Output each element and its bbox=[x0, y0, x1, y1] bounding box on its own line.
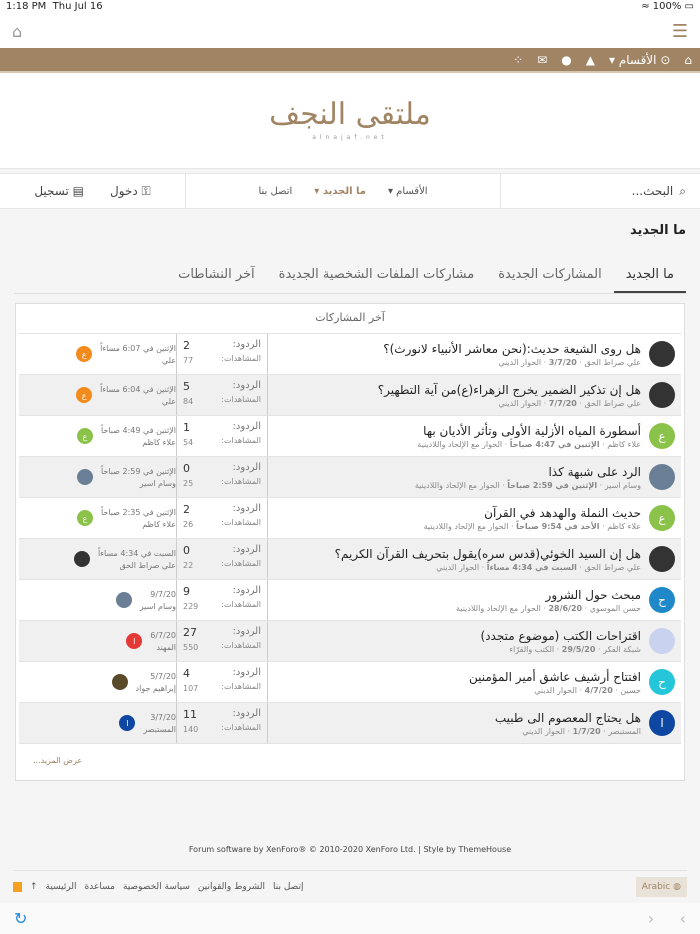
key-icon: ⚿ bbox=[141, 183, 151, 198]
replies-count: 4 bbox=[183, 667, 190, 680]
footer-terms[interactable]: الشروط والقوانين bbox=[197, 882, 266, 892]
thread-row[interactable] bbox=[19, 661, 681, 702]
thread-date: الإثنين في 2:59 صباحاً bbox=[507, 480, 598, 490]
views-count: 84 bbox=[183, 397, 194, 406]
replies-count: 11 bbox=[183, 708, 197, 721]
register-label: تسجيل bbox=[34, 184, 69, 198]
author-avatar[interactable] bbox=[649, 628, 675, 654]
nav-contact[interactable]: اتصل بنا bbox=[258, 185, 293, 197]
last-post bbox=[19, 662, 176, 702]
thread-row[interactable] bbox=[19, 579, 681, 620]
thread-author[interactable]: علي صراط الحق bbox=[584, 562, 641, 572]
loading-icon[interactable]: ⁘ bbox=[513, 52, 524, 67]
tab-whats-new[interactable]: ما الجديد bbox=[614, 258, 686, 293]
author-avatar[interactable] bbox=[649, 464, 675, 490]
views-label: المشاهدات: bbox=[221, 641, 261, 650]
views-count: 22 bbox=[183, 561, 194, 570]
copyright: Forum software by XenForo® © 2010-2020 XenForo Ltd. | Style by ThemeHouse bbox=[188, 845, 512, 854]
last-post bbox=[19, 498, 176, 538]
android-icon[interactable]: ▲ bbox=[585, 52, 595, 67]
thread-title[interactable]: أسطورة المياه الأزلية الأولى وتأثر الأديان بها bbox=[423, 423, 641, 438]
search-placeholder: البحث... bbox=[631, 184, 674, 198]
home-icon[interactable]: ⌂ bbox=[12, 21, 23, 41]
top-toolbar bbox=[0, 48, 700, 73]
thread-title[interactable]: هل إن تذكير الضمير يخرج الزهراء(ع)من آية التطهير؟ bbox=[377, 382, 641, 397]
thread-row[interactable] bbox=[19, 538, 681, 579]
views-label: المشاهدات: bbox=[221, 518, 261, 527]
last-post bbox=[19, 580, 176, 620]
replies-label: الردود: bbox=[232, 339, 261, 350]
thread-main: الرد على شبهة كذا وسام اسير · الإثنين في 2:59 صباحاً · الحوار مع الإلحاد واللادينية bbox=[268, 457, 681, 497]
thread-forum[interactable]: الكتب والقرّاء bbox=[509, 644, 555, 654]
replies-count: 27 bbox=[183, 626, 197, 639]
thread-stats bbox=[176, 703, 268, 743]
thread-date: 28/6/20 bbox=[548, 603, 583, 613]
thread-forum[interactable]: الحوار الديني bbox=[498, 398, 542, 408]
thread-author[interactable]: المستبصر bbox=[608, 726, 641, 736]
views-count: 140 bbox=[183, 725, 199, 734]
thread-main: اقتراحات الكتب (موضوع متجدد) شبكة الفكر · 29/5/20 · الكتب والقرّاء bbox=[268, 621, 681, 661]
replies-count: 0 bbox=[183, 462, 190, 475]
thread-forum[interactable]: الحوار مع الإلحاد واللادينية bbox=[455, 603, 541, 613]
thread-row[interactable] bbox=[19, 333, 681, 374]
nav-sections[interactable]: الأقسام ▾ bbox=[387, 185, 428, 197]
thread-date: 3/7/20 bbox=[548, 357, 577, 367]
last-poster-avatar[interactable]: ع bbox=[77, 428, 93, 444]
thread-author[interactable]: حسين bbox=[620, 685, 641, 695]
register-icon: ▤ bbox=[72, 184, 85, 198]
mail-icon[interactable]: ✉ bbox=[537, 52, 548, 67]
views-count: 550 bbox=[183, 643, 199, 652]
thread-main: ع حديث النملة والهدهد في القرآن علاء كاظم · الأحد في 9:54 صباحاً · الحوار مع الإلحاد واللادينية bbox=[268, 498, 681, 538]
last-post bbox=[19, 457, 176, 497]
thread-author[interactable]: علي صراط الحق bbox=[584, 357, 641, 367]
thread-main: ح افتتاح أرشيف عاشق أمير المؤمنين حسين · 4/7/20 · الحوار الديني bbox=[268, 662, 681, 702]
footer-help[interactable]: مساعدة bbox=[84, 882, 115, 892]
thread-stats bbox=[176, 457, 268, 497]
browser-topbar bbox=[0, 14, 700, 48]
thread-title[interactable]: افتتاح أرشيف عاشق أمير المؤمنين bbox=[468, 669, 641, 684]
last-poster[interactable]: وسام اسير bbox=[139, 601, 176, 611]
thread-row[interactable] bbox=[19, 415, 681, 456]
views-label: المشاهدات: bbox=[221, 682, 261, 691]
author-avatar[interactable]: ح bbox=[649, 669, 675, 695]
thread-date: 7/7/20 bbox=[548, 398, 577, 408]
last-poster-avatar[interactable] bbox=[77, 469, 93, 485]
site-logo[interactable] bbox=[0, 73, 700, 169]
thread-stats bbox=[176, 416, 268, 456]
thread-date: 1/7/20 bbox=[572, 726, 601, 736]
views-count: 25 bbox=[183, 479, 194, 488]
last-post bbox=[19, 334, 176, 374]
last-poster-avatar[interactable]: ع bbox=[76, 346, 92, 362]
thread-row[interactable] bbox=[19, 456, 681, 497]
browser-bottom-bar bbox=[0, 903, 700, 934]
thread-stats bbox=[176, 498, 268, 538]
logo-subtitle: alnajaf.net bbox=[312, 134, 388, 141]
last-poster-avatar[interactable]: ع bbox=[77, 510, 93, 526]
thread-main: ا هل يحتاج المعصوم الى طبيب المستبصر · 1/7/20 · الحوار الديني bbox=[268, 703, 681, 743]
replies-count: 9 bbox=[183, 585, 190, 598]
last-poster[interactable]: علي صراط الحق bbox=[119, 560, 176, 570]
thread-title[interactable]: اقتراحات الكتب (موضوع متجدد) bbox=[480, 628, 641, 643]
author-avatar[interactable]: ا bbox=[649, 710, 675, 736]
last-post-time[interactable]: الإثنين في 4:49 صباحاً bbox=[100, 425, 176, 435]
thread-title[interactable]: حديث النملة والهدهد في القرآن bbox=[484, 505, 641, 520]
forward-icon[interactable]: › bbox=[647, 909, 655, 928]
last-post-time[interactable]: 5/7/20 bbox=[150, 671, 176, 681]
footer-privacy[interactable]: سياسة الخصوصية bbox=[122, 882, 190, 892]
views-label: المشاهدات: bbox=[221, 559, 261, 568]
footer-home[interactable]: الرئيسية bbox=[45, 882, 77, 892]
last-post-time[interactable]: 9/7/20 bbox=[150, 589, 176, 599]
replies-count: 1 bbox=[183, 421, 190, 434]
replies-count: 0 bbox=[183, 544, 190, 557]
views-label: المشاهدات: bbox=[221, 436, 261, 445]
last-poster-avatar[interactable] bbox=[116, 592, 132, 608]
last-post-time[interactable]: الإثنين في 6:07 مساءاً bbox=[100, 343, 176, 353]
status-time: 1:18 PM bbox=[6, 1, 47, 12]
thread-main: هل إن تذكير الضمير يخرج الزهراء(ع)من آية التطهير؟ علي صراط الحق · 7/7/20 · الحوار الديني bbox=[268, 375, 681, 415]
thread-author[interactable]: حسن الموسوي bbox=[589, 603, 641, 613]
views-label: المشاهدات: bbox=[221, 477, 261, 486]
sections-menu[interactable]: ⊙ الأقسام ▾ bbox=[608, 52, 671, 67]
search-icon: ⌕ bbox=[679, 183, 686, 198]
thread-stats bbox=[176, 334, 268, 374]
nav-sections-label: الأقسام bbox=[396, 185, 428, 197]
thread-main: هل روى الشيعة حديث:(نحن معاشر الأنبياء لانورث)؟ علي صراط الحق · 3/7/20 · الحوار الديني bbox=[268, 334, 681, 374]
thread-author[interactable]: علاء كاظم bbox=[607, 521, 641, 531]
status-bar: 1:18 PM Thu Jul 16 ≈ 100% ▭ bbox=[0, 0, 700, 14]
last-poster[interactable]: علاء كاظم bbox=[142, 437, 176, 447]
thread-title[interactable]: هل روى الشيعة حديث:(نحن معاشر الأنبياء لانورث)؟ bbox=[383, 341, 641, 356]
thread-date: الأحد في 9:54 صباحاً bbox=[516, 521, 600, 531]
thread-main: هل إن السيد الخوئي(قدس سره)يقول بتحريف القرآن الكريم؟ علي صراط الحق · السبت في 4:34 مساءاً · الحوار الديني bbox=[268, 539, 681, 579]
last-post-time[interactable]: السبت في 4:34 مساءاً bbox=[97, 548, 176, 558]
thread-row[interactable] bbox=[19, 497, 681, 538]
battery: 100% bbox=[652, 1, 682, 12]
thread-stats bbox=[176, 621, 268, 661]
author-avatar[interactable] bbox=[649, 341, 675, 367]
author-avatar[interactable] bbox=[649, 382, 675, 408]
replies-label: الردود: bbox=[232, 667, 261, 678]
thread-author[interactable]: علاء كاظم bbox=[607, 439, 641, 449]
thread-title[interactable]: مبحث حول الشرور bbox=[545, 587, 641, 602]
last-poster[interactable]: المهند bbox=[156, 642, 176, 652]
thread-main: ح مبحث حول الشرور حسن الموسوي · 28/6/20 · الحوار مع الإلحاد واللادينية bbox=[268, 580, 681, 620]
replies-label: الردود: bbox=[232, 585, 261, 596]
language-label: Arabic bbox=[641, 882, 671, 892]
card-title: آخر المشاركات bbox=[315, 311, 385, 324]
globe-icon: ◍ bbox=[673, 882, 681, 892]
thread-row[interactable] bbox=[19, 374, 681, 415]
thread-forum[interactable]: الحوار مع الإلحاد واللادينية bbox=[423, 521, 509, 531]
main-nav bbox=[0, 173, 700, 209]
replies-count: 5 bbox=[183, 380, 190, 393]
thread-forum[interactable]: الحوار الديني bbox=[534, 685, 578, 695]
last-poster[interactable]: إبراهيم جواد bbox=[135, 683, 176, 693]
thread-title[interactable]: هل إن السيد الخوئي(قدس سره)يقول بتحريف القرآن الكريم؟ bbox=[334, 546, 641, 561]
tab-new-profile-posts[interactable]: مشاركات الملفات الشخصية الجديدة bbox=[278, 267, 475, 282]
replies-label: الردود: bbox=[232, 503, 261, 514]
replies-label: الردود: bbox=[232, 544, 261, 555]
login-label: دخول bbox=[110, 183, 138, 198]
author-avatar[interactable] bbox=[649, 546, 675, 572]
last-post-time[interactable]: الإثنين في 2:35 صباحاً bbox=[100, 507, 176, 517]
thread-forum[interactable]: الحوار مع الإلحاد واللادينية bbox=[417, 439, 503, 449]
last-poster[interactable]: علاء كاظم bbox=[142, 519, 176, 529]
thread-stats bbox=[176, 662, 268, 702]
views-count: 107 bbox=[183, 684, 199, 693]
last-post bbox=[19, 416, 176, 456]
last-post-time[interactable]: 6/7/20 bbox=[150, 630, 176, 640]
last-post-time[interactable]: الإثنين في 6:04 مساءاً bbox=[100, 384, 176, 394]
language-chooser[interactable] bbox=[636, 877, 687, 897]
last-poster-avatar[interactable]: ا bbox=[126, 633, 142, 649]
thread-date: السبت في 4:34 مساءاً bbox=[486, 562, 577, 572]
apple-icon[interactable]: ● bbox=[561, 52, 572, 67]
thread-main: ع أسطورة المياه الأزلية الأولى وتأثر الأديان بها علاء كاظم · الإثنين في 4:47 صباحاً · الحوار مع الإلحاد واللادينية bbox=[268, 416, 681, 456]
views-label: المشاهدات: bbox=[221, 723, 261, 732]
views-label: المشاهدات: bbox=[221, 600, 261, 609]
last-poster-avatar[interactable]: ع bbox=[76, 387, 92, 403]
last-post bbox=[19, 703, 176, 743]
last-poster-avatar[interactable] bbox=[74, 551, 90, 567]
thread-title[interactable]: هل يحتاج المعصوم الى طبيب bbox=[494, 710, 641, 725]
views-count: 54 bbox=[183, 438, 194, 447]
thread-date: 4/7/20 bbox=[584, 685, 613, 695]
thread-forum[interactable]: الحوار مع الإلحاد واللادينية bbox=[414, 480, 500, 490]
last-post bbox=[19, 621, 176, 661]
replies-label: الردود: bbox=[232, 708, 261, 719]
last-poster[interactable]: وسام اسير bbox=[139, 478, 176, 488]
replies-count: 2 bbox=[183, 339, 190, 352]
login-button[interactable] bbox=[110, 184, 151, 199]
thread-stats bbox=[176, 539, 268, 579]
sections-label: الأقسام bbox=[618, 52, 657, 67]
views-count: 26 bbox=[183, 520, 194, 529]
replies-label: الردود: bbox=[232, 421, 261, 432]
tabs bbox=[14, 258, 686, 294]
views-count: 77 bbox=[183, 356, 194, 365]
thread-author[interactable]: شبكة الفكر bbox=[603, 644, 641, 654]
last-poster-avatar[interactable]: ا bbox=[119, 715, 135, 731]
thread-row[interactable] bbox=[19, 702, 681, 743]
rss-icon[interactable] bbox=[13, 882, 22, 892]
last-poster[interactable]: المستبصر bbox=[143, 724, 176, 734]
replies-count: 2 bbox=[183, 503, 190, 516]
author-avatar[interactable]: ع bbox=[649, 505, 675, 531]
footer-links bbox=[13, 870, 687, 897]
show-more-link[interactable]: عرض المزيد... bbox=[19, 743, 681, 777]
scroll-top-icon[interactable]: ↑ bbox=[30, 882, 38, 892]
latest-posts-card bbox=[15, 303, 685, 781]
last-post bbox=[19, 539, 176, 579]
thread-forum[interactable]: الحوار الديني bbox=[498, 357, 542, 367]
last-post-time[interactable]: الإثنين في 2:59 صباحاً bbox=[100, 466, 176, 476]
tab-latest-activity[interactable]: آخر النشاطات bbox=[178, 267, 255, 282]
logo-mark: ملتقى النجف bbox=[269, 97, 431, 132]
page-title: ما الجديد bbox=[629, 223, 686, 238]
last-poster-avatar[interactable] bbox=[112, 674, 128, 690]
views-label: المشاهدات: bbox=[221, 395, 261, 404]
nav-whats-new[interactable]: ما الجديد ▾ bbox=[314, 185, 366, 197]
reload-icon[interactable]: ↻ bbox=[14, 909, 28, 928]
author-avatar[interactable]: ح bbox=[649, 587, 675, 613]
last-post bbox=[19, 375, 176, 415]
status-date: Thu Jul 16 bbox=[52, 1, 103, 12]
thread-row[interactable] bbox=[19, 620, 681, 661]
footer-contact[interactable]: إتصل بنا bbox=[273, 882, 304, 892]
last-post-time[interactable]: 3/7/20 bbox=[150, 712, 176, 722]
thread-forum[interactable]: الحوار الديني bbox=[436, 562, 480, 572]
nav-whats-new-label: ما الجديد bbox=[322, 185, 366, 197]
thread-stats bbox=[176, 375, 268, 415]
thread-date: الإثنين في 4:47 صباحاً bbox=[509, 439, 600, 449]
thread-date: 29/5/20 bbox=[561, 644, 596, 654]
back-icon[interactable]: ‹ bbox=[679, 909, 686, 928]
last-poster[interactable]: علي bbox=[161, 355, 176, 365]
register-button[interactable] bbox=[34, 184, 84, 198]
author-avatar[interactable]: ع bbox=[649, 423, 675, 449]
search-input[interactable] bbox=[500, 174, 700, 208]
replies-label: الردود: bbox=[232, 380, 261, 391]
thread-author[interactable]: علي صراط الحق bbox=[584, 398, 641, 408]
views-count: 229 bbox=[183, 602, 199, 611]
views-label: المشاهدات: bbox=[221, 354, 261, 363]
thread-stats bbox=[176, 580, 268, 620]
thread-author[interactable]: وسام اسير bbox=[604, 480, 641, 490]
home-icon[interactable]: ⌂ bbox=[684, 52, 692, 67]
replies-label: الردود: bbox=[232, 462, 261, 473]
thread-title[interactable]: الرد على شبهة كذا bbox=[548, 464, 641, 479]
hamburger-menu-icon[interactable]: ☰ bbox=[671, 20, 688, 42]
thread-forum[interactable]: الحوار الديني bbox=[522, 726, 565, 736]
tab-new-posts[interactable]: المشاركات الجديدة bbox=[498, 267, 602, 282]
last-poster[interactable]: علي bbox=[161, 396, 176, 406]
replies-label: الردود: bbox=[232, 626, 261, 637]
